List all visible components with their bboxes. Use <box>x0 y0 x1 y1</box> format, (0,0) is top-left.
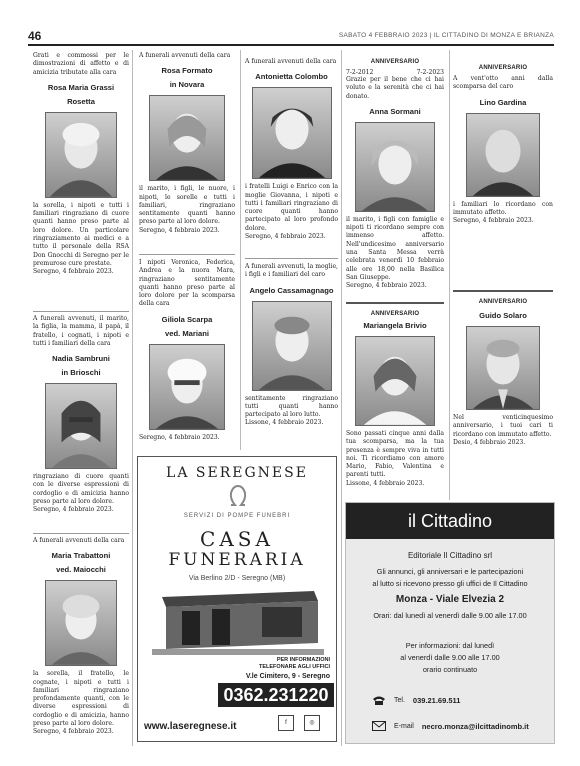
portrait-photo <box>45 112 117 198</box>
notice-date: Lissone, 4 febbraio 2023. <box>346 479 425 487</box>
obituary-notice <box>33 52 129 277</box>
cit-hours: Orari: dal lunedì al venerdì dalle 9.00 alle 17.00 <box>373 611 527 620</box>
anniversary-label: ANNIVERSARIO <box>478 299 528 305</box>
portrait-photo <box>466 113 540 197</box>
obituary-notice <box>245 58 338 241</box>
deceased-name: Maria Trabattoni <box>51 551 111 561</box>
omega-logo-icon <box>228 483 248 509</box>
ad-info <box>259 657 330 671</box>
notice-date: Lissone, 4 febbraio 2023. <box>245 419 324 427</box>
ad-info-line1: PER INFORMAZIONI <box>276 657 330 663</box>
portrait-photo <box>149 344 225 430</box>
notice-intro: Grazie per il bene che ci hai voluto e la serenità che ci hai donato. <box>346 76 444 100</box>
date-left: 7-2-2012 <box>346 69 374 76</box>
deceased-subname: in Novara <box>169 80 205 90</box>
header-date: SABATO 4 FEBBRAIO 2023 | IL CITTADINO DI MONZA E BRIANZA <box>338 32 554 39</box>
deceased-name: Angelo Cassamagnago <box>249 285 334 295</box>
cittadino-info-box <box>345 502 555 744</box>
phone-icon <box>372 695 386 705</box>
notice-date: Desio, 4 febbraio 2023. <box>453 438 526 446</box>
email-icon <box>372 721 386 731</box>
portrait-photo <box>466 326 540 410</box>
deceased-name: Rosa Maria Grassi <box>47 82 115 92</box>
notice-intro: Grati e commossi per le dimostrazioni di affetto e di amicizia tributate alla cara <box>33 52 129 76</box>
facebook-icon[interactable]: f <box>278 715 294 731</box>
anniversary-notice <box>346 54 444 291</box>
deceased-subname: in Brioschi <box>61 368 101 378</box>
cit-info1: Per informazioni: dal lunedì <box>405 641 495 650</box>
notice-date: Seregno, 4 febbraio 2023. <box>139 433 220 441</box>
deceased-name: Rosa Formato <box>161 66 213 76</box>
cit-editor: Editoriale Il Cittadino srl <box>407 551 493 560</box>
notice-date: Seregno, 4 febbraio 2023. <box>33 506 114 514</box>
obituary-notice <box>33 311 129 515</box>
deceased-name: Mariangela Brivio <box>363 321 427 330</box>
notice-text: il marito, i figli con famiglie e nipoti ti ricordano sempre con immenso affetto. Nell'undicesimo anniversario una Santa Messa verrà celebrata venerdì 10 febbraio alle ore 18,00 nella Basilica San Giuseppe. <box>346 215 444 281</box>
cit-email-row[interactable] <box>372 721 529 731</box>
anniversary-notice <box>453 60 553 225</box>
portrait-photo <box>252 87 332 179</box>
notice-date: Seregno, 4 febbraio 2023. <box>346 282 427 290</box>
building-image <box>152 591 324 655</box>
notice-date: Seregno, 4 febbraio 2023. <box>33 268 114 276</box>
ad-casa: CASA <box>200 527 274 551</box>
ad-phone[interactable]: 0362.231220 <box>218 683 334 707</box>
notice-intro: A funerali avvenuti della cara <box>139 52 231 59</box>
notice-text: sentitamente ringraziano tutti quanti hanno partecipato al loro lutto. <box>245 394 338 419</box>
deceased-name: Giliola Scarpa <box>161 314 213 324</box>
ad-servizi: SERVIZI DI POMPE FUNEBRI <box>183 513 291 519</box>
cit-phone-row[interactable] <box>372 695 460 705</box>
ad-office: V.le Cimitero, 9 - Seregno <box>245 673 330 680</box>
ad-funeraria: FUNERARIA <box>168 550 306 570</box>
notice-text: Sono passati cinque anni dalla tua scomparsa, ma la tua presenza è sempre viva in tutti noi. Ti ricordiamo con amore Mario, Fabio, Valentina e parenti tutti. <box>346 430 444 479</box>
portrait-photo <box>149 95 225 181</box>
notice-text: il marito, i figli, le nuore, i nipoti, le sorelle e tutti i familiari, ringraziano sentitamente quanti hanno preso parte al loro dolore. <box>139 185 235 226</box>
date-right: 7-2-2023 <box>416 69 444 76</box>
anniversary-label: ANNIVERSARIO <box>478 65 528 71</box>
cittadino-logo: il Cittadino <box>346 503 554 539</box>
deceased-subname: ved. Mariani <box>165 328 209 338</box>
portrait-photo <box>355 336 435 426</box>
portrait-photo <box>45 383 117 469</box>
tel-number[interactable]: 039.21.69.511 <box>412 695 461 705</box>
cit-info2: al venerdì dalle 9.00 alle 17.00 <box>400 653 500 662</box>
deceased-subname: Rosetta <box>67 96 95 106</box>
notice-text: la sorella, i nipoti e tutti i familiari ringraziano di cuore quanti hanno preso parte al loro dolore. Un particolare ringraziamento ai medici e a tutto il personale della RSA Don Gnocchi di Seregno per le premurose cure prestate. <box>33 201 129 267</box>
anniversary-notice <box>453 290 553 447</box>
notice-text: la sorella, il fratello, le cognate, i nipoti e tutti i familiari ringraziano profondamente quanti, con le diverse espressioni di cordoglio e di amicizia, hanno preso parte al loro dolore. <box>33 670 129 728</box>
column-divider <box>132 50 133 746</box>
notice-text: i familiari lo ricordano con immutato affetto. <box>453 200 553 216</box>
column-divider <box>341 50 342 746</box>
instagram-icon[interactable]: ◎ <box>304 715 320 731</box>
deceased-name: Nadia Sambruni <box>52 354 110 364</box>
ad-website-link[interactable]: www.laseregnese.it <box>144 721 237 732</box>
notice-intro: I nipoti Veronica, Federica, Andrea e la nuora Mara, ringraziano sentitamente quanti hanno preso parte al loro dolore per la scomparsa della cara <box>139 259 235 308</box>
notice-date: Seregno, 4 febbraio 2023. <box>139 226 220 234</box>
obituary-notice <box>245 258 338 428</box>
cit-line1: Gli annunci, gli anniversari e le partecipazioni <box>376 567 524 576</box>
deceased-name: Lino Gardina <box>479 97 527 107</box>
deceased-subname: ved. Maiocchi <box>56 565 106 575</box>
notice-text: ringraziano di cuore quanti con le diverse espressioni di cordoglio e di amicizia hanno preso parte al loro dolore. <box>33 473 129 506</box>
notice-intro: A funerali avvenuti della cara <box>245 58 337 65</box>
anniversary-notice <box>346 302 444 488</box>
deceased-name: Antonietta Colombo <box>255 72 328 82</box>
anniversary-label: ANNIVERSARIO <box>370 311 420 317</box>
portrait-photo <box>45 580 117 666</box>
notice-date: Seregno, 4 febbraio 2023. <box>33 728 114 736</box>
notice-date: Seregno, 4 febbraio 2023. <box>453 217 534 225</box>
tel-label: Tel. <box>394 696 405 704</box>
page-header <box>28 28 554 46</box>
deceased-name: Guido Solaro <box>479 311 527 320</box>
notice-intro: A funerali avvenuti della cara <box>33 537 125 544</box>
cit-office: Monza - Viale Elvezia 2 <box>395 594 505 605</box>
notice-intro: A vent'otto anni dalla scomparsa del caro <box>453 75 553 91</box>
notice-text: i fratelli Luigi e Enrico con la moglie Giovanna, i nipoti e tutti i familiari ringraziano di cuore quanti hanno partecipato al loro profondo dolore. <box>245 183 338 232</box>
deceased-name: Anna Sormani <box>369 106 421 116</box>
email-address[interactable]: necro.monza@ilcittadinomb.it <box>421 721 529 731</box>
column-divider <box>449 50 450 500</box>
notice-intro: A funerali avvenuti, la moglie, i figli e i familiari del caro <box>245 263 338 279</box>
cit-line2: al lutto si ricevono presso gli uffici de Il Cittadino <box>372 579 528 588</box>
obituary-notice <box>139 52 235 235</box>
column-divider <box>240 50 241 450</box>
ad-info-line2: TELEFONARE AGLI UFFICI <box>259 664 330 670</box>
notice-text: Nel venticinquesimo anniversario, i tuoi cari ti ricordano con immutato affetto. <box>453 414 553 438</box>
cit-info3: orario continuato <box>422 665 478 674</box>
obituary-notice <box>139 254 235 442</box>
obituary-notice <box>33 533 129 737</box>
page-number: 46 <box>28 29 42 43</box>
portrait-photo <box>252 301 332 391</box>
portrait-photo <box>355 122 435 212</box>
email-label: E-mail <box>394 722 414 730</box>
anniversary-dates <box>346 69 444 76</box>
ad-address: Via Berlino 2/D - Seregno (MB) <box>188 575 286 582</box>
funeral-home-ad[interactable] <box>137 456 337 742</box>
notice-intro: A funerali avvenuti, il marito, la figlia, la mamma, il papà, il fratello, i cognati, i nipoti e tutti i familiari della cara <box>33 315 129 347</box>
anniversary-label: ANNIVERSARIO <box>370 59 420 65</box>
ad-brand: LA SEREGNESE <box>166 465 308 481</box>
notice-date: Seregno, 4 febbraio 2023. <box>245 233 326 241</box>
